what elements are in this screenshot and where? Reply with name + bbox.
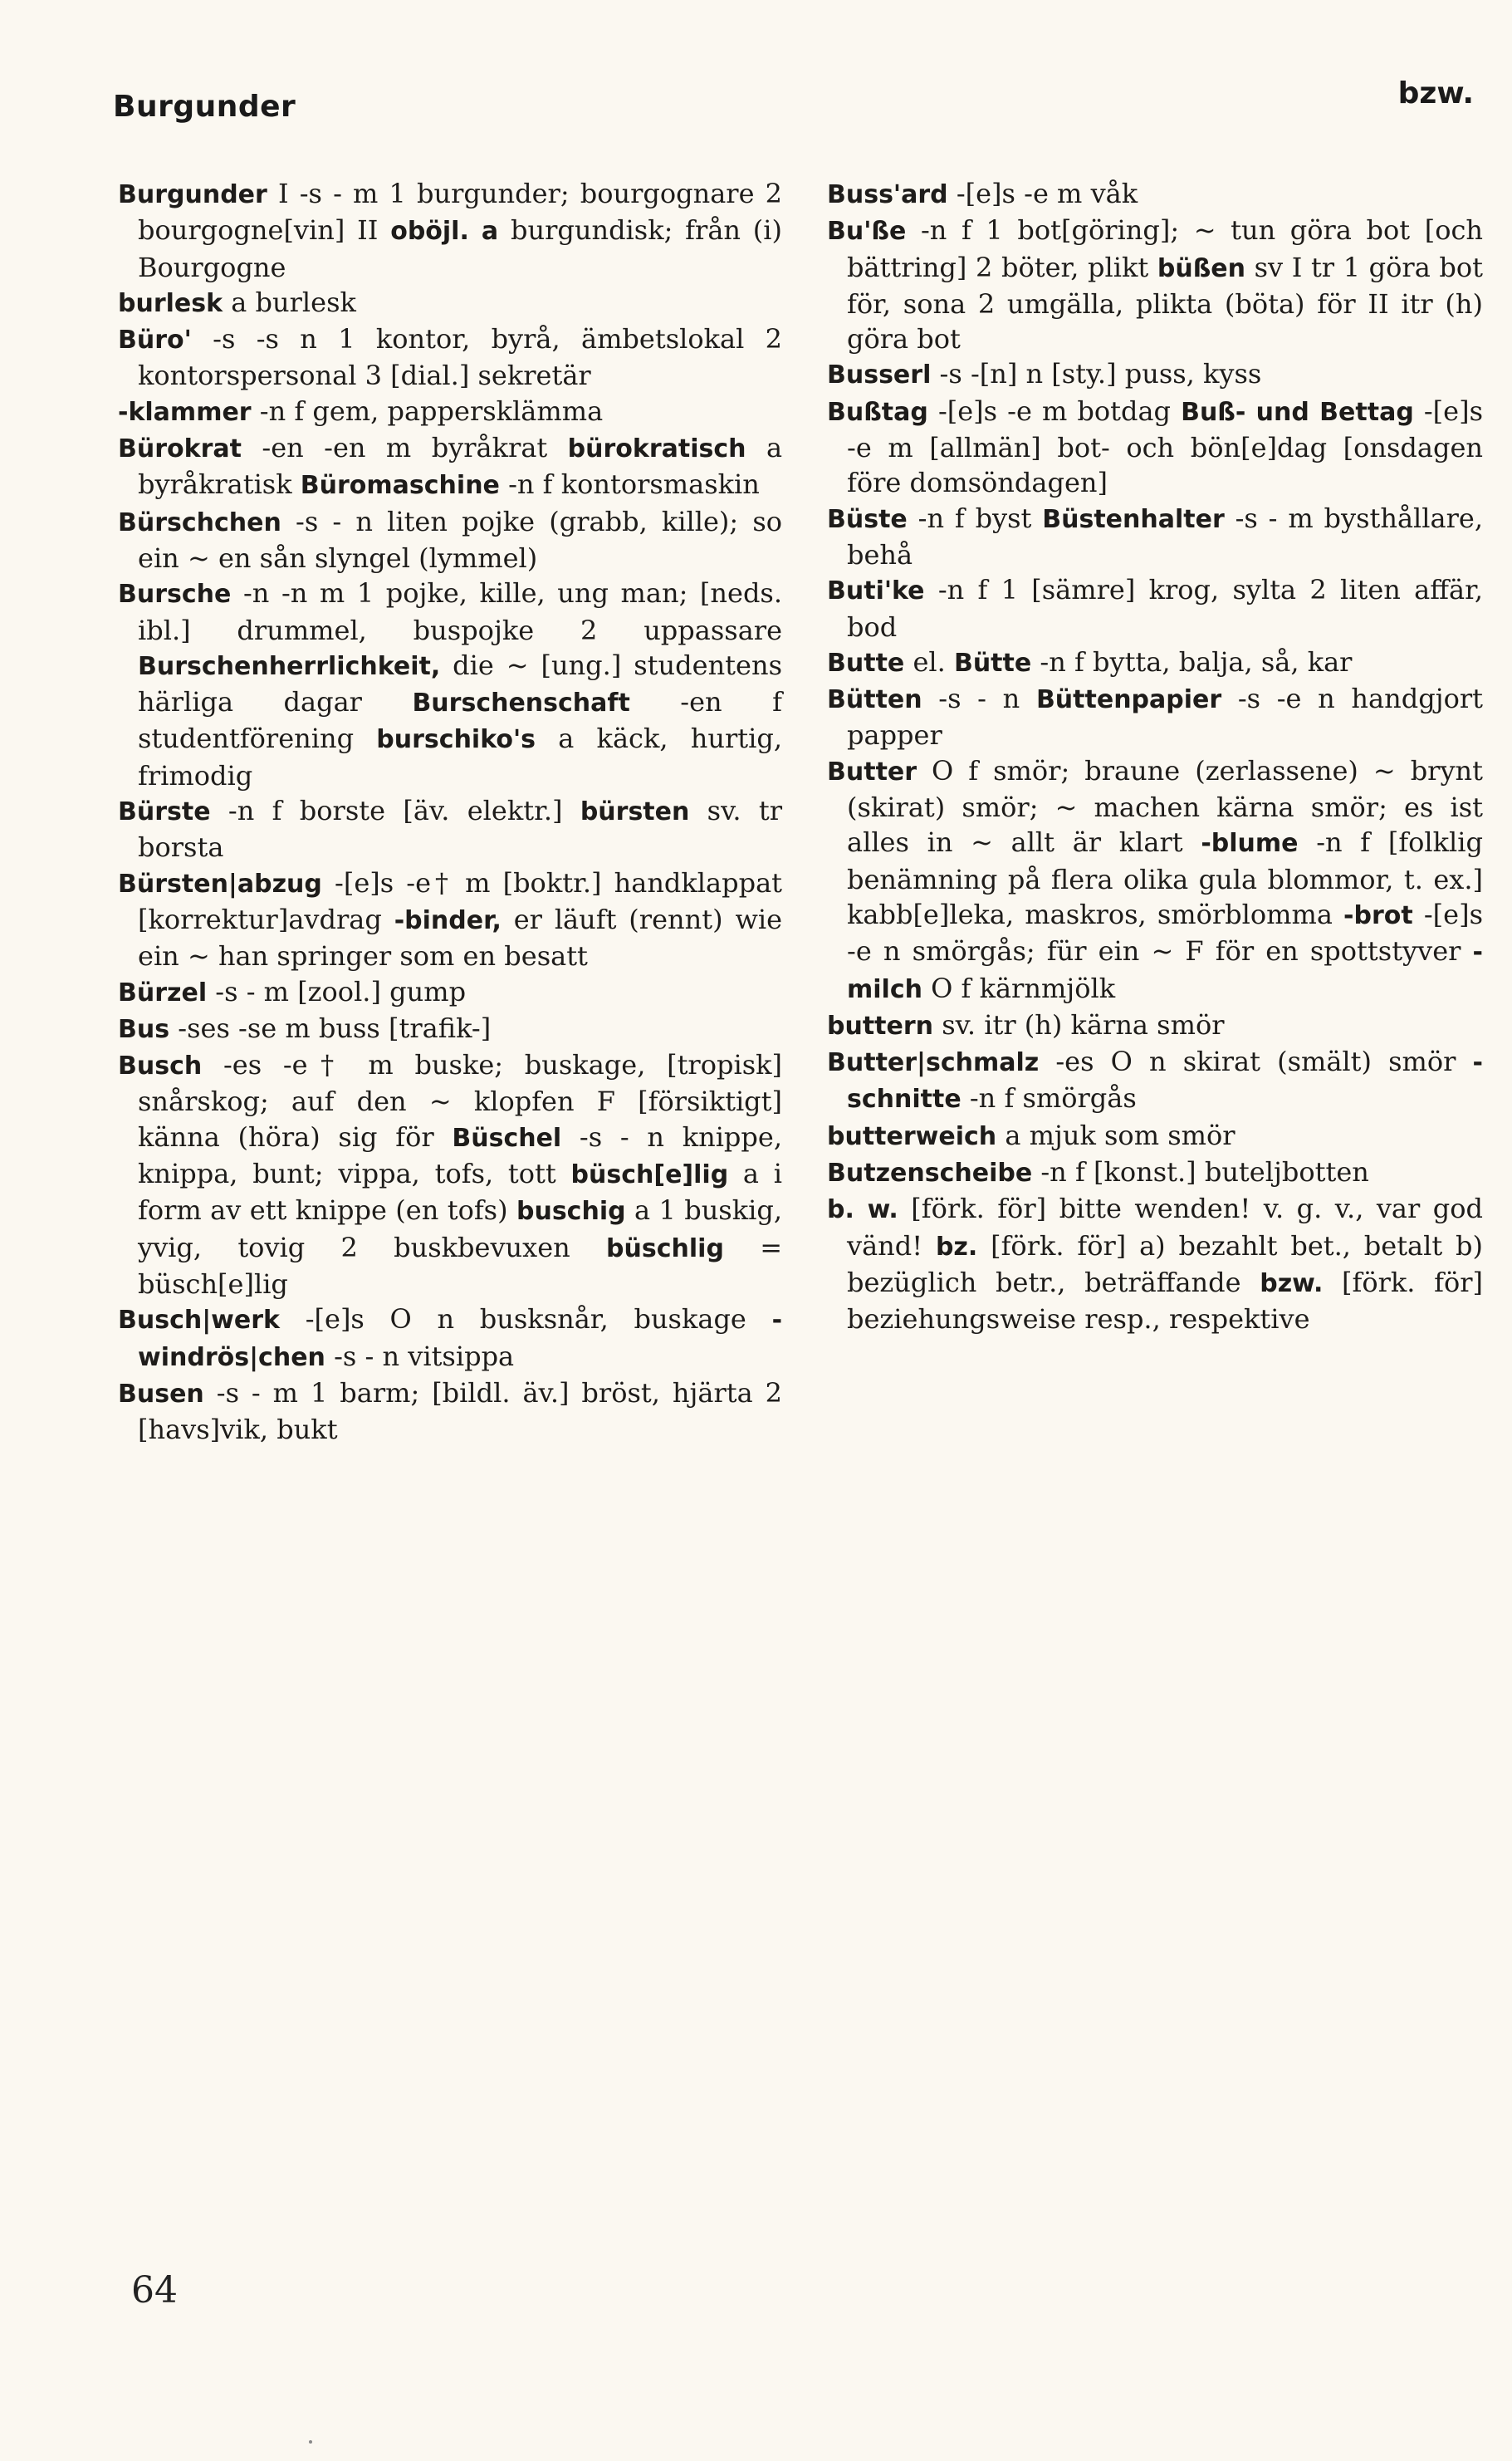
entry-text: die ~ [ung.] studentens härliga dagar bbox=[138, 649, 782, 718]
right-column bbox=[827, 176, 1483, 1337]
entry-text: = büsch[e]lig bbox=[138, 1231, 783, 1300]
entry-headword: Bürokrat bbox=[118, 434, 242, 464]
entry-headword: Burschenherrlichkeit, bbox=[138, 651, 441, 681]
entry-text: [boktr.] handklappat [korrektur]avdrag bbox=[138, 866, 783, 935]
entry-text bbox=[202, 1049, 223, 1081]
entry-text: våk bbox=[1082, 178, 1138, 209]
dictionary-entry bbox=[118, 793, 782, 865]
entry-headword: Bu'ße bbox=[827, 217, 907, 247]
entry-text: skirat (smält) smör bbox=[1166, 1046, 1473, 1078]
entry-text bbox=[928, 395, 938, 427]
dictionary-entry bbox=[827, 1044, 1483, 1118]
entry-text: buss [trafik-] bbox=[310, 1012, 492, 1044]
entry-headword: Bürste bbox=[118, 797, 211, 827]
entry-text bbox=[946, 646, 954, 678]
entry-text: -es -e† m bbox=[223, 1049, 394, 1081]
entry-text: -[e]s -e m bbox=[956, 178, 1083, 209]
entry-headword: -binder, bbox=[394, 905, 502, 935]
entry-text: busksnår, buskage bbox=[454, 1303, 772, 1336]
entry-text: -n f smörgås bbox=[961, 1082, 1137, 1115]
entry-headword: -milch bbox=[847, 938, 1483, 1004]
entry-text: -[e]s O n bbox=[305, 1303, 455, 1336]
entry-headword: Butter bbox=[827, 757, 917, 787]
entry-text bbox=[922, 683, 939, 714]
entry-text: sv I tr 1 göra bot för, sona 2 umgälla, plikta (böta) för II itr (h) göra bot bbox=[847, 251, 1484, 355]
dictionary-entry bbox=[827, 645, 1483, 681]
dictionary-entry bbox=[827, 753, 1483, 1007]
entry-headword: Bursche bbox=[118, 580, 232, 610]
entry-text: liten pojke (grabb, kille); so ein ~ en sån slyngel (lymmel) bbox=[138, 505, 782, 574]
entry-text bbox=[322, 867, 335, 899]
entry-text: 1 bot[göring]; ~ tun göra bot [och bättring] 2 böter, plikt bbox=[847, 214, 1484, 283]
entry-headword: Bütte bbox=[953, 648, 1032, 678]
entry-headword: -schnitte bbox=[847, 1048, 1483, 1115]
entry-text bbox=[1020, 683, 1036, 714]
dictionary-entry bbox=[118, 1375, 782, 1448]
dictionary-entry bbox=[118, 1011, 782, 1047]
dictionary-entry bbox=[118, 974, 782, 1011]
running-head-first-word: Burgunder bbox=[113, 90, 296, 124]
entry-text: a bbox=[231, 286, 247, 318]
entry-text bbox=[211, 795, 228, 826]
entry-text: a byråkratisk bbox=[138, 432, 783, 501]
entry-headword: büsch[e]lig bbox=[570, 1160, 729, 1190]
entry-text bbox=[996, 1120, 1005, 1151]
entry-text bbox=[931, 358, 939, 390]
entry-headword: oböjl. a bbox=[390, 217, 499, 247]
entry-headword: Butte bbox=[827, 648, 905, 678]
dictionary-entry bbox=[118, 285, 782, 321]
dictionary-entry bbox=[827, 1007, 1483, 1044]
entry-text: -s - m bysthållare, behå bbox=[847, 502, 1484, 571]
entry-text: -n f bbox=[228, 795, 282, 827]
dictionary-entry bbox=[827, 572, 1483, 645]
entry-text: -[e]s -e n smörgås; für ein ~ F för en spottstyver bbox=[847, 898, 1483, 968]
entry-text: 1 kontor, byrå, ämbetslokal 2 kontorspersonal 3 [dial.] sekretär bbox=[138, 323, 783, 392]
page-number: 64 bbox=[131, 2269, 178, 2311]
dictionary-entry bbox=[827, 394, 1483, 501]
entry-headword: Busen bbox=[118, 1379, 204, 1409]
entry-text bbox=[948, 178, 957, 209]
entry-text: -ses -se m bbox=[178, 1012, 311, 1044]
entry-text: -s -e n handgjort papper bbox=[847, 683, 1484, 752]
entry-text: -es O n bbox=[1055, 1046, 1167, 1078]
entry-headword: burschiko's bbox=[376, 725, 536, 755]
dictionary-entry bbox=[118, 865, 782, 974]
entry-text: buske; buskage, [tropisk] snårskog; auf den ~ klopfen F [försiktigt] känna (höra) sig för bbox=[138, 1049, 783, 1153]
dictionary-entry bbox=[118, 1302, 782, 1375]
entry-text bbox=[908, 502, 918, 534]
dictionary-entry bbox=[118, 1047, 782, 1302]
entry-headword: Busch|werk bbox=[118, 1306, 280, 1336]
entry-text: burgundisk; från (i) Bourgogne bbox=[138, 214, 783, 283]
entry-headword: bzw. bbox=[1260, 1268, 1324, 1298]
entry-text bbox=[207, 976, 215, 1007]
entry-text: -s - n bbox=[938, 683, 1020, 715]
entry-text bbox=[925, 574, 938, 605]
entry-text: -s -s n bbox=[213, 323, 317, 355]
entry-text: -s - m bbox=[299, 178, 379, 209]
entry-text: -s - m bbox=[216, 1376, 299, 1409]
entry-headword: buttern bbox=[827, 1011, 934, 1041]
entry-text: -n f bbox=[259, 395, 305, 427]
entry-text: O f bbox=[932, 754, 979, 787]
entry-text: -s - n bbox=[296, 505, 373, 537]
entry-text: 1 [sämre] krog, sylta 2 liten affär, bod bbox=[847, 574, 1484, 643]
entry-text bbox=[204, 1377, 217, 1409]
entry-text bbox=[242, 432, 262, 463]
entry-headword: Bürzel bbox=[118, 978, 208, 1007]
running-head-last-word: bzw. bbox=[1397, 76, 1474, 110]
entry-headword: butterweich bbox=[827, 1121, 997, 1151]
entry-headword: -klammer bbox=[118, 397, 252, 427]
entry-text: -s - m bbox=[215, 975, 290, 1007]
entry-headword: Buti'ke bbox=[827, 576, 925, 606]
entry-headword: b. w. bbox=[827, 1195, 898, 1225]
dictionary-entry bbox=[827, 213, 1483, 356]
entry-headword: Butter|schmalz bbox=[827, 1048, 1040, 1078]
entry-text: a 1 buskig, yvig, tovig 2 buskbevuxen bbox=[138, 1194, 783, 1263]
entry-headword: Büstenhalter bbox=[1042, 504, 1225, 534]
entry-headword: Butzenscheibe bbox=[827, 1159, 1033, 1189]
entry-text bbox=[169, 1012, 178, 1044]
entry-text: -n -n m bbox=[242, 577, 345, 610]
entry-text: burlesk bbox=[247, 286, 356, 318]
entry-headword: Büste bbox=[827, 504, 908, 534]
entry-text: a i form av ett knippe (en tofs) bbox=[138, 1158, 783, 1227]
entry-text: -n f bbox=[937, 574, 988, 606]
entry-headword: Bus bbox=[118, 1014, 170, 1044]
entry-text: -en -en m bbox=[262, 432, 412, 464]
entry-text: [förk. för] a) bezahlt bet., betalt b) bezüglich betr., beträffande bbox=[847, 1229, 1484, 1298]
entry-text bbox=[898, 1193, 911, 1224]
dictionary-entry bbox=[827, 176, 1483, 213]
entry-text: mjuk som smör bbox=[1020, 1119, 1236, 1151]
dictionary-entry bbox=[118, 394, 782, 430]
entry-text: -s - n vitsippa bbox=[325, 1340, 515, 1372]
entry-text: -n f bytta, balja, så, kar bbox=[1031, 645, 1353, 678]
entry-text bbox=[917, 755, 932, 787]
dictionary-entry bbox=[118, 504, 782, 576]
entry-text: 1 barm; [bildl. äv.] bröst, hjärta 2 [havs]vik, bukt bbox=[138, 1376, 783, 1446]
dictionary-entry bbox=[827, 356, 1483, 393]
entry-headword: büßen bbox=[1157, 253, 1245, 283]
entry-text: kärna smör bbox=[1062, 1008, 1225, 1041]
entry-text bbox=[192, 323, 213, 355]
entry-text: -n f bbox=[917, 502, 965, 534]
entry-text: I bbox=[267, 178, 300, 209]
dictionary-entry bbox=[827, 501, 1483, 573]
entry-text: el. bbox=[913, 645, 946, 678]
entry-text bbox=[1032, 1156, 1040, 1188]
entry-text: -n f bbox=[1040, 1156, 1085, 1189]
entry-text: -[e]s -e m bbox=[937, 395, 1068, 427]
entry-text bbox=[280, 1303, 306, 1335]
entry-text: [zool.] gump bbox=[289, 975, 467, 1007]
dictionary-entry bbox=[827, 681, 1483, 753]
entry-text: -n f [folklig benämning på flera olika gula blommor, t. ex.] kabb[e]leka, maskros, smörblomma bbox=[847, 826, 1484, 930]
entry-text: [förk. för] bitte wenden! v. g. v., var god vänd! bbox=[847, 1193, 1483, 1262]
entry-text: sv. tr borsta bbox=[138, 795, 783, 864]
entry-text: -n f kontorsmaskin bbox=[499, 468, 760, 501]
entry-text bbox=[904, 646, 913, 678]
entry-text: a käck, hurtig, frimodig bbox=[138, 723, 783, 792]
entry-headword: bz. bbox=[935, 1232, 978, 1262]
entry-headword: buschig bbox=[516, 1197, 626, 1227]
entry-text: smör; braune (zerlassene) ~ brynt (skirat) smör; ~ machen kärna smör; es ist alles in ~ allt är klart bbox=[847, 754, 1484, 859]
entry-headword: bürokratisch bbox=[567, 434, 746, 464]
dictionary-entry bbox=[118, 576, 782, 793]
entry-headword: büschlig bbox=[606, 1233, 724, 1263]
entry-headword: Busserl bbox=[827, 360, 932, 390]
print-speck bbox=[309, 2440, 312, 2444]
entry-headword: Burschenschaft bbox=[412, 689, 630, 718]
entry-text: sv. itr (h) bbox=[942, 1008, 1063, 1041]
entry-text: -s -[n] n bbox=[939, 358, 1044, 390]
entry-headword: Büschel bbox=[452, 1123, 562, 1153]
entry-text: a bbox=[1005, 1119, 1021, 1151]
entry-text: -s - n knippe, knippa, bunt; vippa, tofs, tott bbox=[138, 1120, 783, 1190]
entry-headword: Büttenpapier bbox=[1035, 685, 1222, 715]
dictionary-entry bbox=[118, 176, 782, 285]
entry-text: 1 pojke, kille, ung man; [neds. ibl.] drummel, buspojke 2 uppassare bbox=[138, 577, 783, 646]
entry-text bbox=[281, 506, 296, 537]
dictionary-entry bbox=[827, 1155, 1483, 1191]
entry-headword: -blume bbox=[1201, 829, 1299, 859]
entry-text bbox=[252, 395, 260, 427]
entry-headword: Buss'ard bbox=[827, 180, 948, 209]
entry-text: 1 burgunder; bourgognare 2 bourgogne[vin] II bbox=[138, 178, 783, 247]
entry-headword: Burgunder bbox=[118, 180, 267, 209]
entry-headword: Bußtag bbox=[827, 397, 928, 427]
entry-text: -[e]s -e† m bbox=[335, 866, 491, 899]
dictionary-entry bbox=[118, 321, 782, 394]
entry-text bbox=[1039, 1046, 1055, 1077]
entry-headword: Busch bbox=[118, 1052, 203, 1081]
entry-headword: Bürsten|abzug bbox=[118, 869, 322, 899]
entry-headword: Bürschchen bbox=[118, 507, 281, 537]
entry-headword: Bütten bbox=[827, 685, 922, 715]
entry-text bbox=[223, 287, 231, 318]
entry-text: [förk. för] beziehungsweise resp., respektive bbox=[847, 1266, 1484, 1336]
entry-headword: Buß- und Bettag bbox=[1181, 397, 1414, 427]
entry-text bbox=[231, 577, 243, 609]
entry-text: borste [äv. elektr.] bbox=[281, 795, 580, 827]
entry-text: O f kärnmjölk bbox=[922, 972, 1116, 1004]
entry-text: -[e]s -e m [allmän] bot- och bön[e]dag [onsdagen före domsöndagen] bbox=[847, 395, 1484, 499]
entry-text bbox=[933, 1009, 942, 1041]
entry-headword: Büromaschine bbox=[300, 471, 500, 501]
entry-headword: burlesk bbox=[118, 288, 223, 318]
dictionary-entry bbox=[827, 1191, 1483, 1336]
entry-text: gem, pappersklämma bbox=[304, 395, 604, 427]
entry-headword: Büro' bbox=[118, 326, 192, 355]
entry-headword: -brot bbox=[1343, 900, 1413, 930]
entry-text: byst bbox=[964, 502, 1043, 534]
entry-text: byråkrat bbox=[411, 432, 568, 464]
dictionary-entry bbox=[827, 1118, 1483, 1155]
entry-text: er läuft (rennt) wie ein ~ han springer som en besatt bbox=[138, 903, 783, 973]
entry-headword: bürsten bbox=[580, 797, 690, 827]
entry-text: -n f bbox=[920, 214, 971, 247]
entry-text: botdag bbox=[1067, 395, 1182, 427]
entry-text: [sty.] puss, kyss bbox=[1043, 358, 1262, 390]
dictionary-entry bbox=[118, 430, 782, 504]
entry-text: [konst.] buteljbotten bbox=[1084, 1156, 1369, 1189]
left-column bbox=[118, 176, 782, 1447]
entry-text: -en f studentförening bbox=[138, 686, 782, 755]
entry-text bbox=[906, 214, 921, 246]
entry-headword: -windrös|chen bbox=[138, 1306, 783, 1372]
